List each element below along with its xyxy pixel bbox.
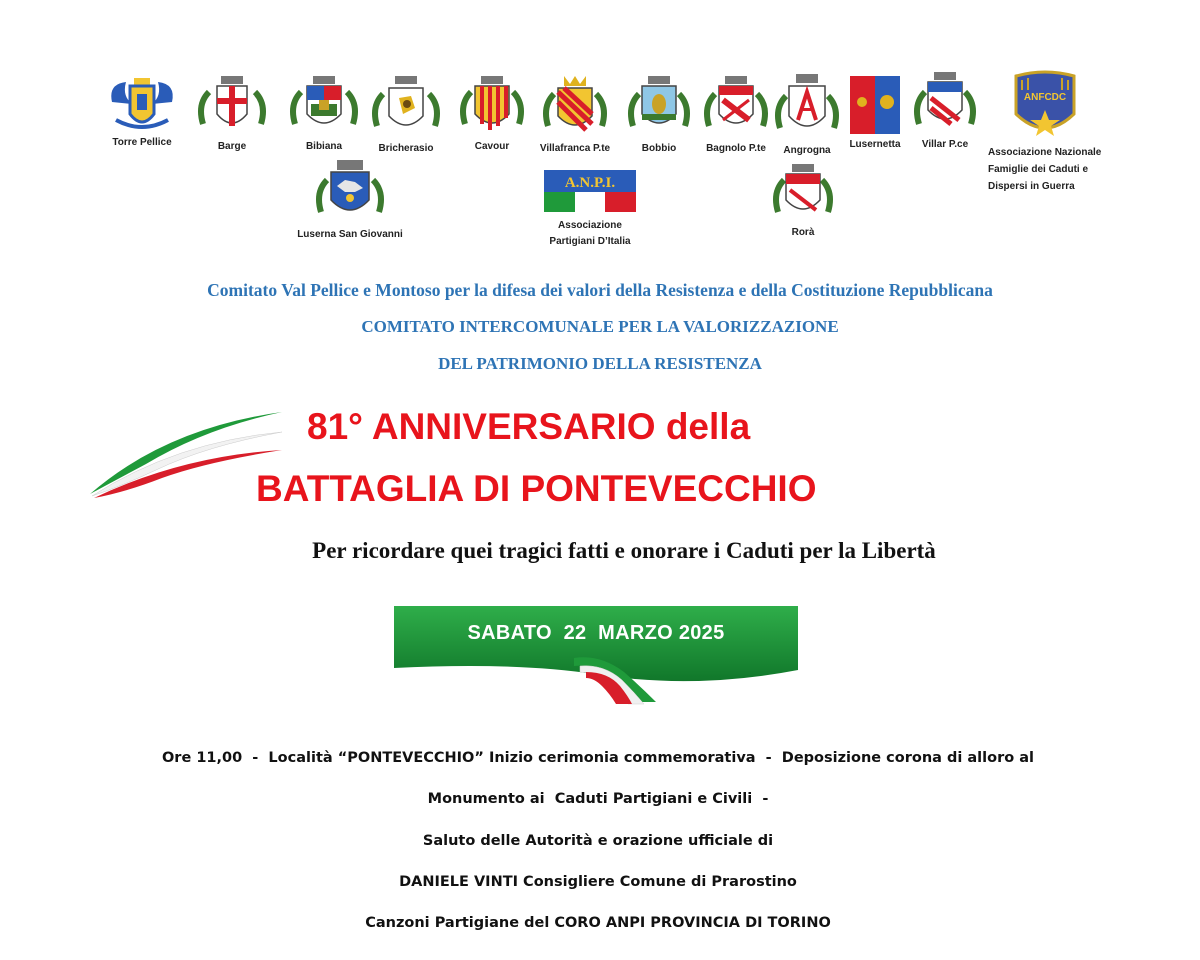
crest-villafranca — [536, 74, 614, 156]
crest-label: Luserna San Giovanni — [297, 229, 403, 240]
crest-bobbio — [624, 74, 694, 156]
crest-label: Angrogna — [783, 145, 831, 156]
angrogna-crest-icon — [774, 72, 840, 142]
crest-angrogna — [772, 72, 842, 158]
crest-bricherasio — [368, 74, 444, 156]
program-line: DANIELE VINTI Consigliere Comune di Prarostino — [399, 874, 797, 890]
program-line: Monumento ai Caduti Partigiani e Civili - — [427, 791, 769, 807]
bagnolo-crest-icon — [703, 74, 769, 140]
barge-crest-icon — [195, 74, 269, 138]
crest-bibiana — [286, 74, 362, 154]
intercomunale-heading: DEL PATRIMONIO DELLA RESISTENZA — [438, 354, 762, 373]
anfcdc-caption — [988, 144, 1128, 195]
anfcdc-logo — [1010, 70, 1080, 142]
villar-crest-icon — [913, 70, 977, 136]
crest-rora — [770, 162, 836, 240]
torre-pellice-crest-icon — [106, 74, 178, 134]
crest-luserna — [290, 158, 410, 242]
crest-torre-pellice — [104, 74, 180, 150]
crest-label: Barge — [217, 141, 247, 152]
cavour-crest-icon — [459, 74, 525, 138]
crest-label: Cavour — [474, 141, 510, 152]
crest-label: Villar P.ce — [921, 139, 969, 150]
comitato-heading: Comitato Val Pellice e Montoso per la difesa dei valori della Resistenza e della Costituzione Repubblicana — [207, 280, 993, 300]
crest-villar — [910, 70, 980, 152]
crest-label: Villafranca P.te — [539, 143, 611, 154]
anfcdc-line: Associazione Nazionale — [988, 147, 1102, 158]
crest-barge — [194, 74, 270, 154]
bibiana-crest-icon — [289, 74, 359, 138]
anpi-flag-icon — [544, 170, 636, 212]
date-banner — [394, 606, 798, 708]
crest-label: Bricherasio — [378, 143, 434, 154]
lusernetta-crest-icon — [848, 74, 902, 136]
villafranca-crest-icon — [542, 74, 608, 140]
program-line: Canzoni Partigiane del CORO ANPI PROVINCIA DI TORINO — [365, 915, 831, 931]
anpi-logo — [544, 170, 636, 250]
program-line: Saluto delle Autorità e orazione ufficiale di — [422, 833, 774, 849]
crest-label: Bobbio — [641, 143, 677, 154]
crest-label: Bagnolo P.te — [706, 143, 766, 154]
title-line-1: 81° ANNIVERSARIO della — [307, 406, 751, 447]
crest-label: Torre Pellice — [112, 137, 172, 148]
crest-label: Bibiana — [305, 141, 343, 152]
crest-lusernetta — [842, 74, 908, 152]
anfcdc-logo-text: ANFCDC — [1023, 92, 1067, 103]
anpi-logo-text: A.N.P.I. — [564, 175, 616, 191]
crest-cavour — [456, 74, 528, 154]
bricherasio-crest-icon — [371, 74, 441, 140]
crest-label: Rorà — [791, 227, 815, 238]
anfcdc-line: Famiglie dei Caduti e — [988, 164, 1089, 175]
title-line-2: BATTAGLIA DI PONTEVECCHIO — [256, 468, 817, 509]
rora-crest-icon — [772, 162, 834, 224]
subtitle: Per ricordare quei tragici fatti e onorare i Caduti per la Libertà — [312, 538, 936, 563]
crest-label: Lusernetta — [849, 139, 901, 150]
anfcdc-shield-icon — [1010, 70, 1080, 142]
anpi-caption-line: Associazione — [558, 220, 622, 231]
luserna-crest-icon — [315, 158, 385, 226]
anpi-caption-line: Partigiani D’Italia — [549, 236, 631, 247]
banner-date: SABATO 22 MARZO 2025 — [467, 622, 725, 644]
program-line: Ore 11,00 - Località “PONTEVECCHIO” Inizio cerimonia commemorativa - Deposizione corona di alloro al — [161, 750, 1034, 766]
bobbio-crest-icon — [627, 74, 691, 140]
anfcdc-line: Dispersi in Guerra — [988, 181, 1075, 192]
intercomunale-heading: COMITATO INTERCOMUNALE PER LA VALORIZZAZIONE — [361, 317, 839, 336]
crest-bagnolo — [698, 74, 774, 156]
